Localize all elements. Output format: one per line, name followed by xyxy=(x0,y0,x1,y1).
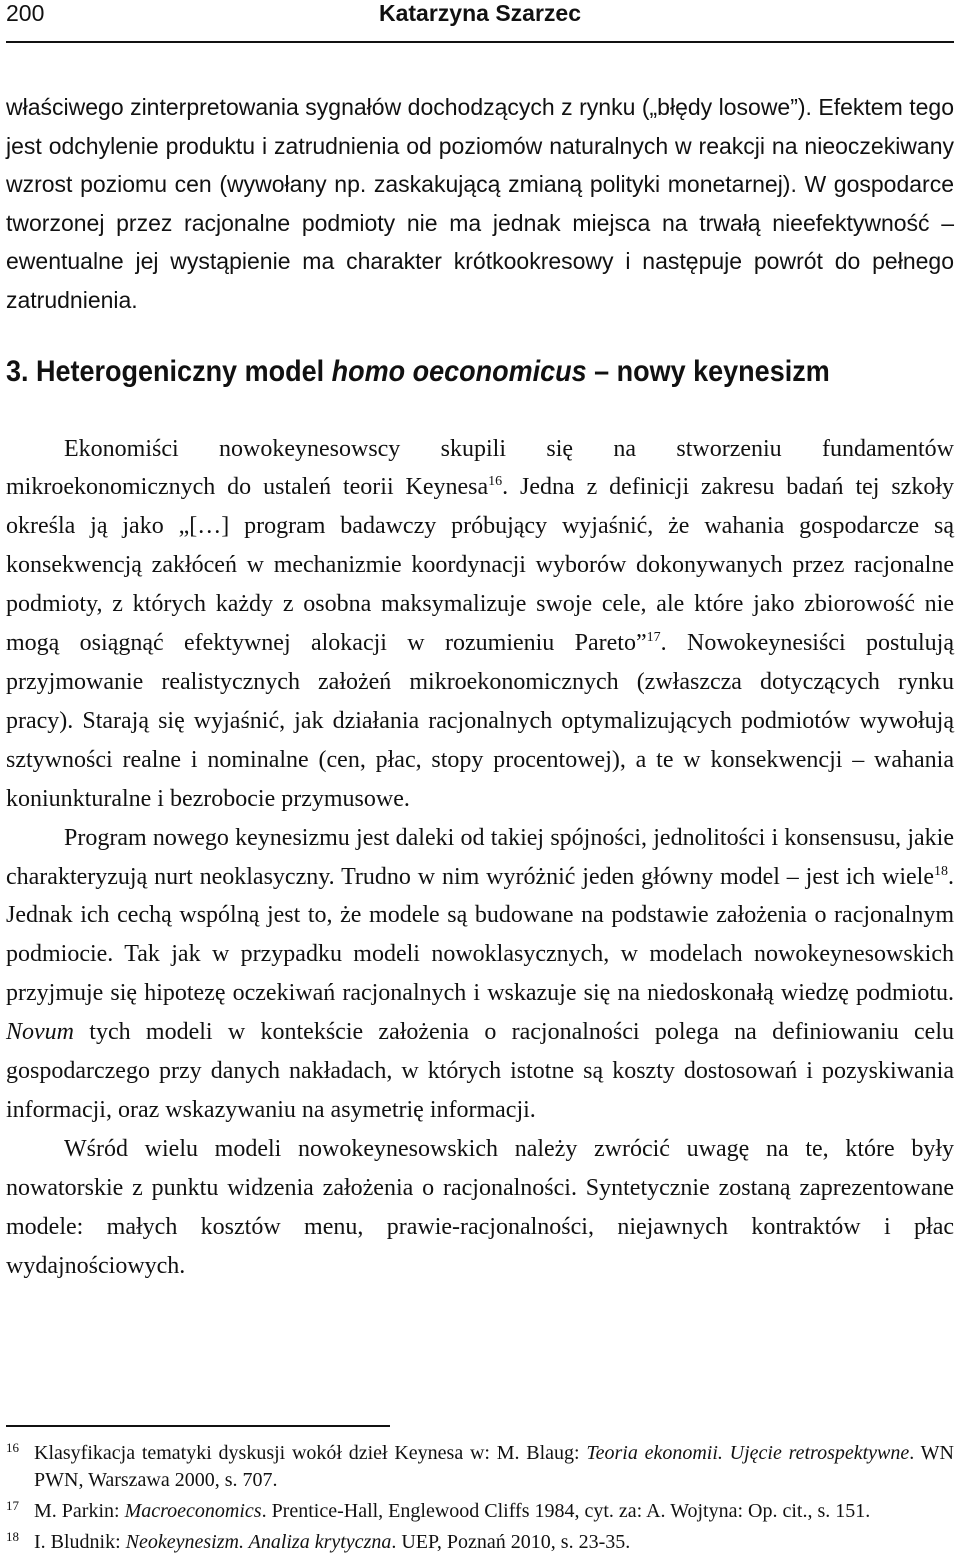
header-rule xyxy=(6,41,954,43)
footnote-title: Teoria ekonomii. Ujęcie retrospektywne xyxy=(586,1442,910,1464)
footnote-text: I. Bludnik: xyxy=(34,1531,126,1553)
footnote xyxy=(6,1440,954,1494)
section-heading xyxy=(6,352,859,392)
paragraph-3 xyxy=(6,819,954,1130)
footnote-number: 18 xyxy=(6,1529,19,1544)
footnote-text-end: . Prentice-Hall, Englewood Cliffs 1984, cyt. za: A. Wojtyna: Op. cit., s. 151. xyxy=(261,1500,871,1522)
paragraph-2-part3: . Nowokeynesiści postulują przyjmowanie realistycznych założeń mikroekonomicznych (zwłaszcza dotyczących rynku pracy). Starają się wyjaśnić, jak działania racjonalnych optymalizujących podmiotów wywołują sztywności realne i nominalne (cen, płac, stopy procentowej), a te w konsekwencji – wahania koniunkturalne i bezrobocie przymusowe. xyxy=(6,630,954,812)
paragraph-3-italic: Novum xyxy=(6,1019,74,1046)
page-number: 200 xyxy=(6,0,45,26)
running-header xyxy=(6,0,954,36)
section-title-end: – nowy keynesizm xyxy=(586,354,830,388)
paragraph-3-part1: Program nowego keynesizmu jest daleki od takiej spójności, jednolitości i konsensusu, jakie charakteryzują nurt neoklasyczny. Trudno w nim wyróżnić jeden główny model – jest ich wiele xyxy=(6,824,954,890)
paragraph-3-part2: . Jednak ich cechą wspólną jest to, że modele są budowane na podstawie założenia o racjonalnym podmiocie. Tak jak w przypadku modeli nowoklasycznych, w modelach nowokeynesowskich przyjmuje się hipotezę oczekiwań racjonalnych i wskazuje się na niedoskonałą wiedzę podmiotu. xyxy=(6,863,954,1007)
section-title-italic: homo oeconomicus xyxy=(331,354,587,388)
footnote-text-end: . UEP, Poznań 2010, s. 23-35. xyxy=(391,1531,631,1553)
paragraph-1: właściwego zinterpretowania sygnałów dochodzących z rynku („błędy losowe”). Efektem tego jest odchylenie produktu i zatrudnienia od poziomów naturalnych w reakcji na nieoczekiwany wzrost poziomu cen (wywołany np. zaskakującą zmianą polityki monetarnej). W gospodarce tworzonej przez racjonalne podmioty nie ma jednak miejsca na trwałą nieefektywność – ewentualne jej wystąpienie ma charakter krótkookresowy i następuje powrót do pełnego zatrudnienia. xyxy=(6,94,954,313)
footnote xyxy=(6,1498,954,1525)
paragraph-4: Wśród wielu modeli nowokeynesowskich należy zwrócić uwagę na te, które były nowatorskie z punktu widzenia założenia o racjonalności. Syntetycznie zostaną zaprezentowane modele: małych kosztów menu, prawie-racjonalności, niejawnych kontraktów i płac wydajnościowych. xyxy=(6,1135,954,1279)
footnote-title: Neokeynesizm. Analiza krytyczna xyxy=(125,1531,392,1553)
section-title-start: Heterogeniczny model xyxy=(36,354,332,388)
section-number: 3. xyxy=(6,354,37,388)
footnote-title: Macroeconomics xyxy=(124,1500,262,1522)
main-text xyxy=(6,88,954,1286)
paragraph-2-part1: Ekonomiści nowokeynesowscy skupili się na stworzeniu fundamentów mikroekonomicznych do ustaleń teorii Keynesa xyxy=(6,435,954,501)
footnote-text-end: . WN PWN, Warszawa 2000, s. 707. xyxy=(34,1442,954,1491)
footnote-ref-18: 18 xyxy=(934,863,948,879)
paragraph-3-part3: tych modeli w kontekście założenia o racjonalności polega na definiowaniu celu gospodarczego przy danych nakładach, w których istotne są koszty dostosowań i pozyskiwania informacji, oraz wskazywaniu na asymetrię informacji. xyxy=(6,1019,954,1123)
footnote-number: 17 xyxy=(6,1498,19,1513)
paragraph-2 xyxy=(6,430,954,819)
footnote-text: Klasyfikacja tematyki dyskusji wokół dzieł Keynesa w: M. Blaug: xyxy=(34,1442,587,1464)
paragraph-2-part2: . Jedna z definicji zakresu badań tej szkoły określa ją jako „[…] program badawczy próbujący wyjaśnić, że wahania gospodarcze są konsekwencją zakłóceń w mechanizmie koordynacji wyborów dokonywanych przez racjonalne podmioty, z których każdy z osobna maksymalizuje swoje cele, ale które jako zbiorowość nie mogą osiągnąć efektywnej alokacji w rozumieniu Pareto” xyxy=(6,474,954,657)
footnote-ref-16: 16 xyxy=(488,474,503,490)
footnotes xyxy=(6,1440,954,1560)
running-header-author: Katarzyna Szarzec xyxy=(379,0,581,26)
footnote-text: M. Parkin: xyxy=(34,1500,125,1522)
footnote-rule xyxy=(6,1425,390,1427)
footnote-number: 16 xyxy=(6,1440,19,1455)
footnote-ref-17: 17 xyxy=(646,630,661,646)
